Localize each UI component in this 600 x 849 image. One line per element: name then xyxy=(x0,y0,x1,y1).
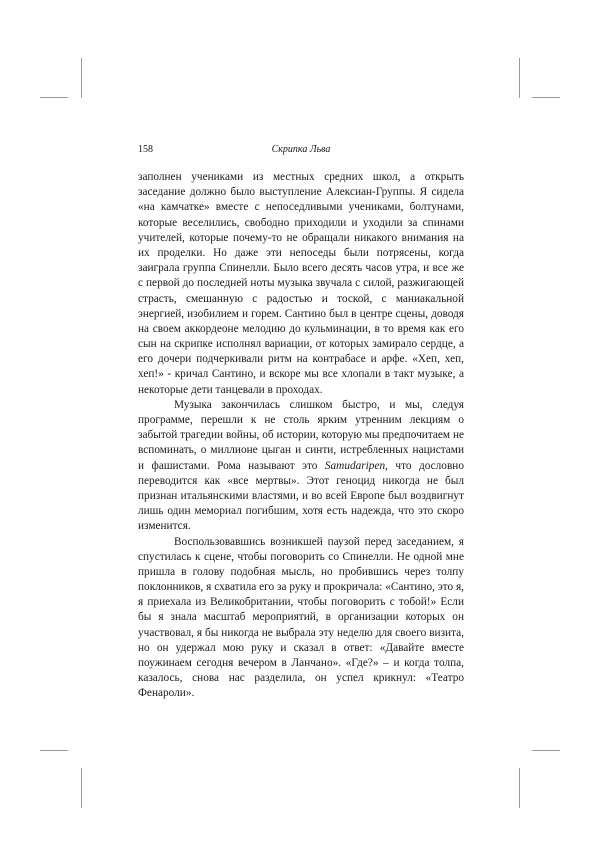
paragraph-2-text-before: Музыка закончилась слишком быстро, и мы, следуя программе, перешли к не столь ярким утренним лекциям о забытой трагедии войны, об истории, которую мы предпочитаем не вспоминать, о миллионе цыган и синти, истребленных нацистами и фашистами. Рома называют это xyxy=(138,398,464,472)
crop-mark-bottom-left xyxy=(81,768,82,808)
paragraph-2 xyxy=(138,398,464,535)
crop-mark-top-left-horizontal xyxy=(40,97,68,98)
crop-mark-bottom-right-horizontal xyxy=(532,750,560,751)
running-title: Скрипка Льва xyxy=(271,144,331,155)
paragraph-1: заполнен учениками из местных средних школ, а открыть заседание должно было выступление Алексиан-Группы. Я сидела «на камчатке» вместе с непоседливыми учениками, болтунами, которые веселились, свободно приходили и уходили за спинами учителей, которые почему-то не обращали никакого внимания на их проделки. Но даже эти непоседы были потрясены, когда заиграла группа Спинелли. Было всего десять часов утра, и все же с первой до последней ноты музыка звучала с силой, разжигающей страсть, смешанную с радостью и тоской, с маниакальной энергией, изобилием и горем. Сантино был в центре сцены, доводя на своем аккордеоне мелодию до кульминации, в то время как его сын на скрипке исполнял вариации, от которых замирало сердце, а его дочери подчеркивали ритм на контрабасе и арфе. «Хеп, хеп, хеп!» - кричал Сантино, и вскоре мы все хлопали в такт музыке, а некоторые дети танцевали в проходах. xyxy=(138,171,464,396)
body-text xyxy=(138,170,464,702)
paragraph-2-emphasis: Samudaripen xyxy=(324,459,386,472)
crop-mark-top-right-horizontal xyxy=(532,97,560,98)
paragraph-3: Воспользовавшись возникшей паузой перед заседанием, я спустилась к сцене, чтобы поговорить со Спинелли. Не одной мне пришла в голову подобная мысль, но пробившись через толпу поклонников, я схватила его за руку и прокричала: «Сантино, это я, я приехала из Великобритании, чтобы поговорить с тобой!» Если бы я знала масштаб мероприятий, в организации которых он участвовал, я бы никогда не выбрала эту неделю для своего визита, но он удержал мою руку и сказал в ответ: «Давайте вместе поужинаем сегодня вечером в Ланчано». «Где?» – и когда толпа, казалось, снова нас разделила, он успел крикнул: «Театро Фенароли». xyxy=(138,535,464,700)
page-number: 158 xyxy=(138,144,153,155)
crop-mark-bottom-right xyxy=(519,768,520,808)
crop-mark-bottom-left-horizontal xyxy=(40,750,68,751)
crop-mark-top-left xyxy=(81,58,82,98)
paragraph-2-text-after: , что дословно переводится как «все мертвы». Этот геноцид никогда не был признан итальянскими властями, и во всей Европе был воздвигнут лишь один мемориал погибшим, хотя есть надежда, что это скоро изменится. xyxy=(138,459,464,533)
running-head xyxy=(138,143,464,157)
crop-mark-top-right xyxy=(519,58,520,98)
